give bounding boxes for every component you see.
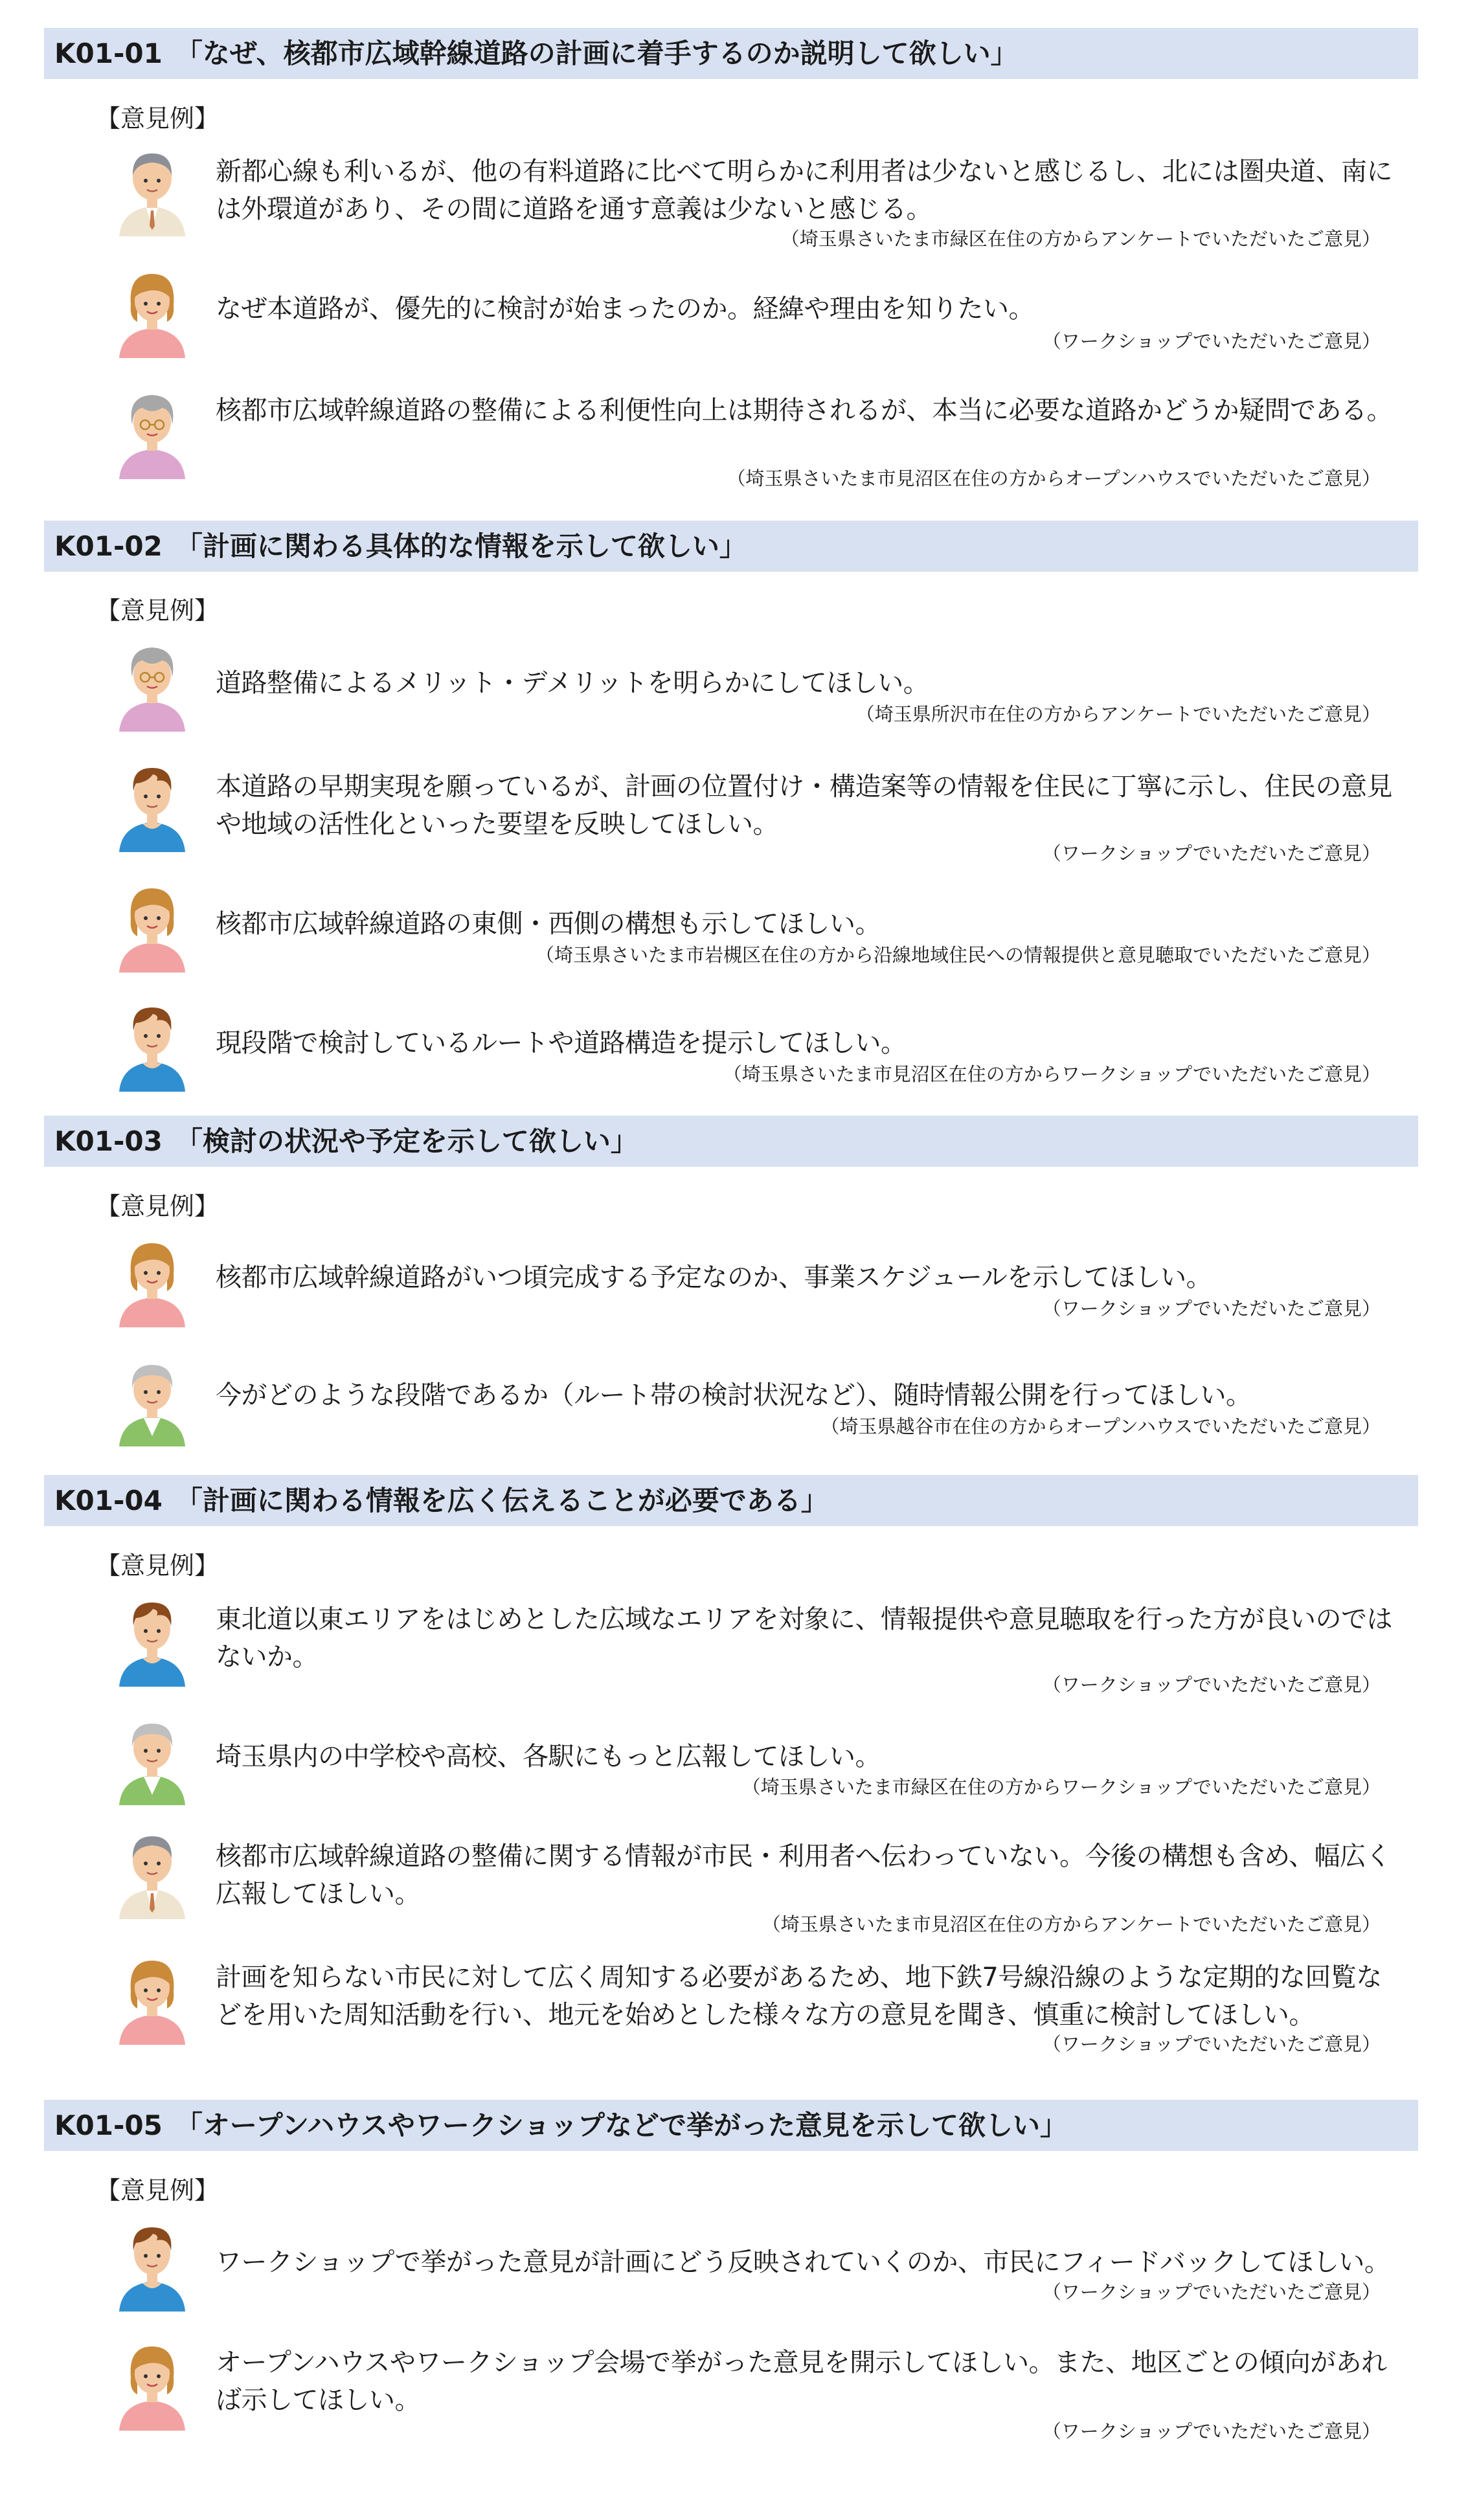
opinion-text: 核都市広域幹線道路がいつ頃完成する予定なのか、事業スケジュールを示してほしい。 [216,1263,1212,1292]
elderly-woman-icon [117,388,188,479]
opinion-text: 核都市広域幹線道路の整備に関する情報が市民・利用者へ伝わっていない。今後の構想も含め、幅広く広報してほしい。 [216,1841,1391,1909]
opinion-text: 道路整備によるメリット・デメリットを明らかにしてほしい。 [216,668,929,698]
section-title: 「オープンハウスやワークショップなどで挙がった意見を示して欲しい」 [175,2109,1068,2141]
opinion-text: 計画を知らない市民に対して広く周知する必要があるため、地下鉄7号線沿線のような定期的な回覧などを用いた周知活動を行い、地元を始めとした様々な方の意見を聞き、慎重に検討してほしい。 [216,1963,1382,2030]
man-icon [117,1596,188,1687]
opinion-source: （埼玉県さいたま市緑区在住の方からワークショップでいただいたご意見） [741,1776,1381,1798]
elderly-man-vest-icon [117,1715,188,1805]
opinion-text: オープンハウスやワークショップ会場で挙がった意見を開示してほしい。また、地区ごとの傾向があれば示してほしい。 [216,2348,1387,2415]
woman-icon [117,882,188,973]
elderly-man-icon [117,146,188,236]
opinion-text: 今がどのような段階であるか（ルート帯の検討状況など）、随時情報公開を行ってほしい。 [216,1380,1252,1410]
opinion-source: （埼玉県さいたま市見沼区在住の方からオープンハウスでいただいたご意見） [727,467,1381,489]
opinion-text: ワークショップで挙がった意見が計画にどう反映されていくのか、市民にフィードバックしてほしい。 [216,2247,1390,2277]
opinion-text: 東北道以東エリアをはじめとした広域なエリアを対象に、情報提供や意見聴取を行った方が良いのではないか。 [216,1604,1392,1672]
section-title: 「検討の状況や予定を示して欲しい」 [175,1125,638,1157]
example-label: 【意見例】 [96,2176,220,2205]
elderly-man-icon [117,1828,188,1919]
section-title: 「計画に関わる情報を広く伝えることが必要である」 [175,1485,828,1516]
section-header [44,28,1418,79]
opinion-source: （埼玉県さいたま市緑区在住の方からアンケートでいただいたご意見） [780,228,1381,250]
man-icon [117,2221,188,2312]
section-header [44,521,1418,572]
woman-icon [117,2340,188,2431]
opinion-source: （ワークショップでいただいたご意見） [1042,2033,1381,2055]
section-header [44,2100,1418,2151]
opinion-text: 核都市広域幹線道路の東側・西側の構想も示してほしい。 [216,909,881,939]
section-header [44,1116,1418,1167]
example-label: 【意見例】 [96,1551,220,1580]
elderly-man-vest-icon [117,1356,188,1446]
opinion-source: （ワークショップでいただいたご意見） [1042,330,1381,352]
section-title: 「計画に関わる具体的な情報を示して欲しい」 [175,530,747,562]
opinion-source: （ワークショップでいただいたご意見） [1042,1674,1381,1696]
woman-icon [117,1237,188,1327]
man-icon [117,1001,188,1092]
section-code: K01-02 [54,530,163,562]
opinion-source: （埼玉県所沢市在住の方からアンケートでいただいたご意見） [855,703,1381,725]
opinion-source: （ワークショップでいただいたご意見） [1042,842,1381,864]
section-code: K01-05 [54,2109,163,2141]
section-code: K01-01 [54,38,163,69]
opinion-source: （埼玉県さいたま市岩槻区在住の方から沿線地域住民への情報提供と意見聴取でいただいたご意見） [535,944,1381,966]
opinion-text: 新都心線も利いるが、他の有料道路に比べて明らかに利用者は少ないと感じるし、北には圏央道、南には外環道があり、その間に道路を通す意義は少ないと感じる。 [216,157,1392,224]
opinion-text: 現段階で検討しているルートや道路構造を提示してほしい。 [216,1028,907,1058]
opinion-source: （ワークショップでいただいたご意見） [1042,2281,1381,2303]
example-label: 【意見例】 [96,104,220,133]
opinion-source: （埼玉県越谷市在住の方からオープンハウスでいただいたご意見） [820,1415,1381,1437]
opinion-text: 核都市広域幹線道路の整備による利便性向上は期待されるが、本当に必要な道路かどうか疑問である。 [216,396,1392,425]
section-code: K01-03 [54,1125,163,1157]
elderly-woman-icon [117,641,188,732]
example-label: 【意見例】 [96,596,220,625]
opinion-source: （埼玉県さいたま市見沼区在住の方からアンケートでいただいたご意見） [762,1913,1381,1935]
section-header [44,1475,1418,1526]
opinion-text: 本道路の早期実現を願っているが、計画の位置付け・構造案等の情報を住民に丁寧に示し、住民の意見や地域の活性化といった要望を反映してほしい。 [216,772,1392,839]
opinion-text: なぜ本道路が、優先的に検討が始まったのか。経緯や理由を知りたい。 [216,294,1034,324]
woman-icon [117,1954,188,2045]
man-icon [117,761,188,852]
opinion-source: （埼玉県さいたま市見沼区在住の方からワークショップでいただいたご意見） [723,1063,1381,1085]
example-label: 【意見例】 [96,1192,220,1221]
opinion-source: （ワークショップでいただいたご意見） [1042,2420,1381,2442]
section-title: 「なぜ、核都市広域幹線道路の計画に着手するのか説明して欲しい」 [175,38,1018,69]
opinion-text: 埼玉県内の中学校や高校、各駅にもっと広報してほしい。 [216,1742,881,1772]
section-code: K01-04 [54,1485,163,1516]
woman-icon [117,267,188,358]
opinion-source: （ワークショップでいただいたご意見） [1042,1298,1381,1320]
